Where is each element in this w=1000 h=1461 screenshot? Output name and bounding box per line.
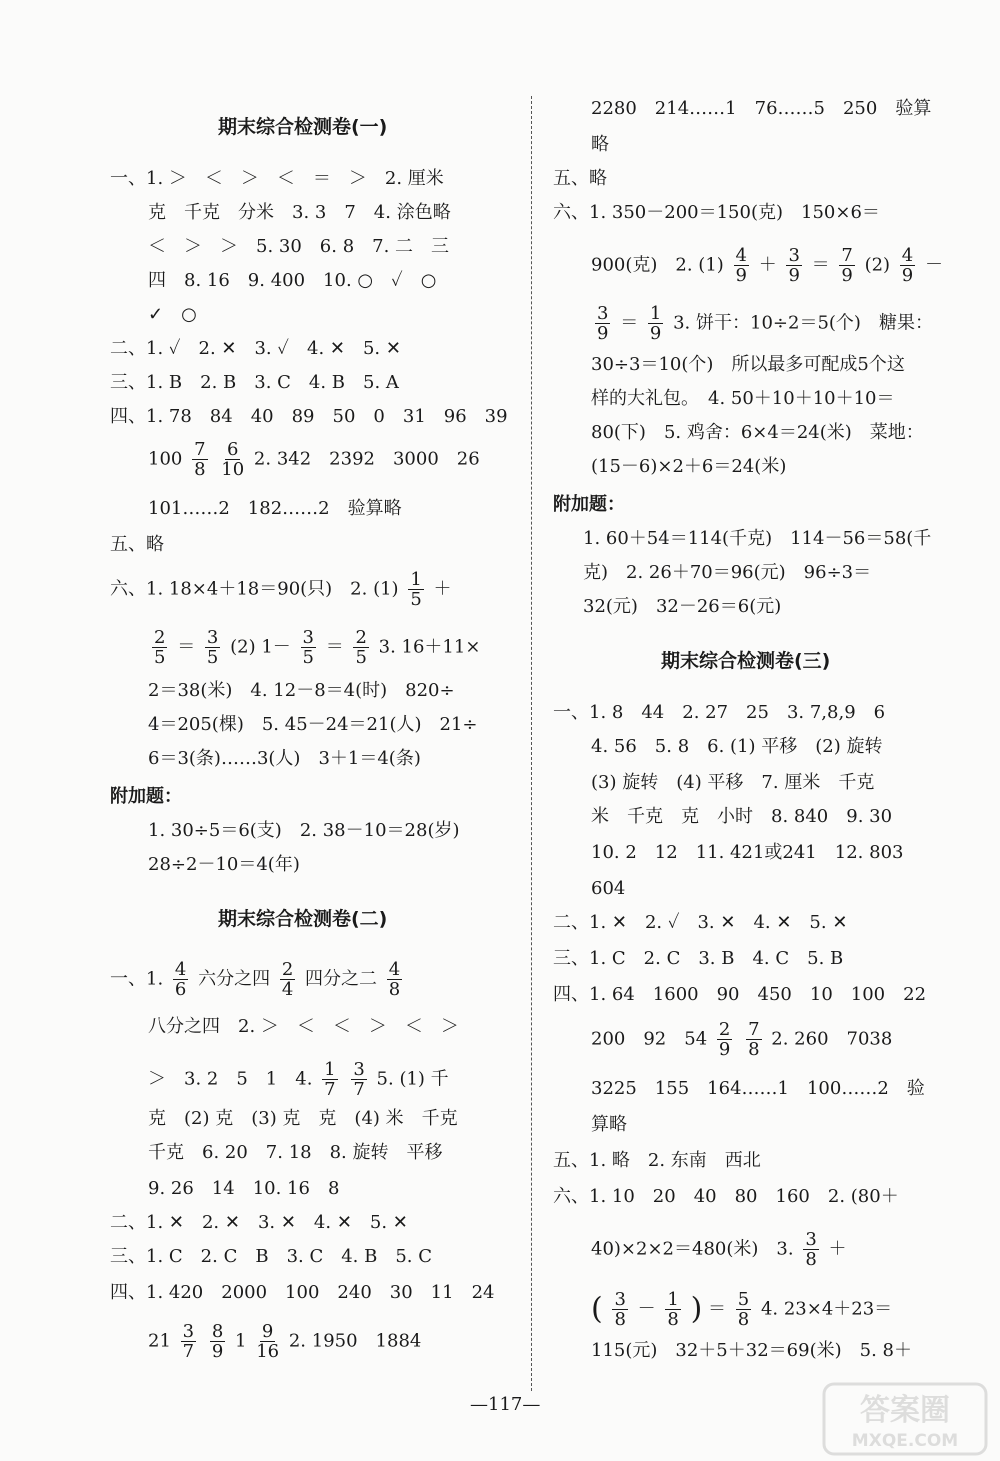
denominator: 10 (221, 459, 245, 480)
t3-s1-line-6: 604 (591, 878, 626, 899)
s6-line-4: 4＝205(棵) 5. 45－24＝21(人) 21÷ (148, 714, 478, 735)
extra-line-1: 1. 30÷5＝6(支) 2. 38－10＝28(岁) (148, 820, 460, 841)
s6-line-3 (591, 304, 933, 343)
s6-line-2 (148, 628, 480, 667)
numerator: 1 (667, 1289, 679, 1310)
t3-s6-line-3 (591, 1290, 892, 1329)
t3-s5-line: 五、1. 略 2. 东南 西北 (553, 1150, 761, 1171)
fraction (181, 1322, 196, 1361)
fraction (301, 628, 316, 667)
s4-line-3: 101……2 182……2 验算略 (148, 498, 402, 519)
denominator: 7 (324, 1079, 336, 1100)
fraction (205, 628, 220, 667)
fraction (736, 1290, 751, 1329)
text: 2. 260 7038 (771, 1028, 893, 1050)
text: ＝ (811, 254, 830, 276)
text: (2) 1－ (230, 636, 291, 658)
extra-line-3: 32(元) 32－26＝6(元) (583, 596, 782, 617)
s6-line-2 (591, 246, 943, 285)
extra-line-2: 28÷2－10＝4(年) (148, 854, 300, 875)
t3-s6-line-4: 115(元) 32＋5＋32＝69(米) 5. 8＋ (591, 1340, 912, 1361)
s6-line-3: 2＝38(米) 4. 12－8＝4(时) 820÷ (148, 680, 455, 701)
numerator: 2 (718, 1019, 731, 1040)
numerator: 3 (353, 1059, 365, 1080)
numerator: 4 (174, 959, 187, 980)
page-number: —117— (470, 1394, 541, 1415)
column-divider (531, 96, 533, 1391)
denominator: 9 (841, 265, 853, 286)
denominator: 8 (667, 1309, 679, 1330)
s3-line: 三、1. B 2. B 3. C 4. B 5. A (110, 372, 399, 393)
t2-s2-line: 二、1. ✕ 2. ✕ 3. ✕ 4. ✕ 5. ✕ (110, 1212, 408, 1233)
numerator: 2 (154, 627, 166, 648)
t2-s3-line: 三、1. C 2. C B 3. C 4. B 5. C (110, 1246, 433, 1267)
s6-line-1: 六、1. 350－200＝150(克) 150×6＝ (553, 202, 880, 223)
text: 一、1. (110, 968, 164, 990)
fraction (408, 570, 423, 609)
numerator: 1 (410, 569, 422, 590)
text: － (924, 254, 943, 276)
denominator: 9 (718, 1039, 731, 1060)
denominator: 9 (901, 265, 914, 286)
fraction (256, 1322, 279, 1361)
denominator: 8 (614, 1309, 626, 1330)
text: 六分之四 (198, 968, 271, 990)
left-paren: ( (591, 1291, 603, 1327)
fraction (746, 1020, 761, 1059)
numerator: 7 (194, 439, 206, 460)
text: 1 (235, 1330, 247, 1352)
fraction (192, 440, 207, 479)
text: ＝ (325, 636, 344, 658)
t3-s3-line: 三、1. C 2. C 3. B 4. C 5. B (553, 948, 844, 969)
text: 5. (1) 千 (376, 1068, 449, 1090)
text: － (637, 1298, 656, 1320)
numerator: 6 (227, 439, 239, 460)
text: 200 92 54 (591, 1028, 708, 1050)
denominator: 5 (154, 647, 166, 668)
denominator: 9 (735, 265, 747, 286)
fraction (353, 628, 368, 667)
text: 21 (148, 1330, 171, 1352)
text: (2) (864, 254, 891, 276)
text: 100 (148, 448, 183, 470)
right-paren: ) (690, 1291, 703, 1327)
s4-line-1: 四、1. 78 84 40 89 50 0 31 96 39 (110, 406, 508, 427)
numerator: 3 (614, 1289, 626, 1310)
text: 3. 饼干：10÷2＝5(个) 糖果： (673, 312, 933, 334)
denominator: 9 (597, 323, 609, 344)
text: 40)×2×2＝480(米) 3. (591, 1238, 794, 1260)
text: 4. 23×4＋23＝ (760, 1298, 893, 1320)
denominator: 7 (353, 1079, 365, 1100)
s4-line-2 (148, 440, 480, 479)
numerator: 1 (649, 303, 662, 324)
extra-line-2: 克) 2. 26＋70＝96(元) 96÷3＝ (583, 562, 872, 583)
numerator: 7 (748, 1019, 760, 1040)
fraction (595, 304, 610, 343)
extra-label: 附加题： (553, 494, 625, 515)
fraction (612, 1290, 627, 1329)
numerator: 3 (302, 627, 314, 648)
denominator: 16 (256, 1341, 280, 1362)
t3-s1-line-2: 4. 56 5. 8 6. (1) 平移 (2) 旋转 (591, 736, 883, 757)
fraction (717, 1020, 732, 1059)
s5-line: 五、略 (110, 534, 164, 555)
numerator: 4 (735, 245, 747, 266)
t3-s2-line: 二、1. ✕ 2. ✓ 3. ✕ 4. ✕ 5. ✕ (553, 912, 848, 933)
numerator: 4 (388, 959, 401, 980)
numerator: 5 (737, 1289, 750, 1310)
fraction (173, 960, 188, 999)
s2-line: 二、1. ✓ 2. ✕ 3. ✓ 4. ✕ 5. ✕ (110, 338, 401, 359)
denominator: 8 (388, 979, 401, 1000)
numerator: 8 (211, 1321, 224, 1342)
denominator: 5 (355, 647, 367, 668)
numerator: 2 (355, 627, 367, 648)
s6-line-5: 6＝3(条)……3(人) 3＋1＝4(条) (148, 748, 421, 769)
text: ＝ (620, 312, 639, 334)
denominator: 5 (302, 647, 314, 668)
denominator: 8 (805, 1249, 817, 1270)
svg-text:答案圈: 答案圈 (860, 1393, 950, 1428)
text: ＞ 3. 2 5 1 4. (148, 1068, 313, 1090)
fraction (210, 1322, 225, 1361)
exam-title-1: 期末综合检测卷(一) (218, 116, 388, 138)
numerator: 1 (324, 1059, 336, 1080)
t3-s6-line-2 (591, 1230, 847, 1269)
numerator: 4 (901, 245, 914, 266)
t2-s1-line-1 (110, 960, 406, 999)
t3-s4-line-2 (591, 1020, 892, 1059)
t2-s4-line-2 (148, 1322, 421, 1361)
numerator: 3 (805, 1229, 817, 1250)
text: ＋ (828, 1238, 847, 1260)
fraction (648, 304, 663, 343)
numerator: 3 (597, 303, 609, 324)
numerator: 7 (841, 245, 853, 266)
s6-line-6: 80(下) 5. 鸡舍：6×4＝24(米) 菜地： (591, 422, 924, 443)
numerator: 2 (281, 959, 294, 980)
s6-line-7: (15－6)×2＋6＝24(米) (591, 456, 787, 477)
text: ＋ (433, 578, 452, 600)
extra-label: 附加题： (110, 786, 182, 807)
exam-title-3: 期末综合检测卷(三) (661, 650, 831, 672)
fraction (734, 246, 749, 285)
denominator: 8 (748, 1039, 760, 1060)
fraction (665, 1290, 680, 1329)
t3-s1-line-5: 10. 2 12 11. 421或241 12. 803 (591, 842, 904, 863)
fraction (322, 1060, 337, 1099)
denominator: 9 (211, 1341, 224, 1362)
t3-s4-line-4: 算略 (591, 1114, 627, 1135)
t2-cont-line-1: 2280 214……1 76……5 250 验算 (591, 98, 932, 119)
t2-s1-line-6: 9. 26 14 10. 16 8 (148, 1178, 340, 1199)
t3-s1-line-4: 米 千克 克 小时 8. 840 9. 30 (591, 806, 893, 827)
fraction (839, 246, 854, 285)
text: 900(克) 2. (1) (591, 254, 724, 276)
denominator: 8 (194, 459, 206, 480)
fraction (280, 960, 295, 999)
numerator: 9 (261, 1321, 274, 1342)
t2-s1-line-3 (148, 1060, 449, 1099)
text: 2. 342 2392 3000 26 (253, 448, 480, 470)
t3-s4-line-1: 四、1. 64 1600 90 450 10 100 22 (553, 984, 927, 1005)
text: ＝ (177, 636, 196, 658)
extra-line-1: 1. 60＋54＝114(千克) 114－56＝58(千 (583, 528, 932, 549)
s6-line-5: 样的大礼包。 4. 50＋10＋10＋10＝ (591, 388, 895, 409)
s5-line: 五、略 (553, 168, 607, 189)
text: 2. 1950 1884 (288, 1330, 422, 1352)
t3-s4-line-3: 3225 155 164……1 100……2 验 (591, 1078, 925, 1099)
s6-line-1 (110, 570, 452, 609)
numerator: 3 (788, 245, 800, 266)
denominator: 9 (649, 323, 662, 344)
watermark-logo (820, 1380, 990, 1458)
t2-cont-line-2: 略 (591, 134, 609, 155)
text: ＋ (758, 254, 777, 276)
numerator: 3 (206, 627, 219, 648)
text: ＝ (708, 1298, 727, 1320)
s1-line-2: 克 千克 分米 3. 3 7 4. 涂色略 (148, 202, 451, 223)
fraction (387, 960, 402, 999)
t3-s6-line-1: 六、1. 10 20 40 80 160 2. (80＋ (553, 1186, 899, 1207)
s1-line-3: ＜ ＞ ＞ 5. 30 6. 8 7. 二 三 (148, 236, 450, 257)
t2-s1-line-2: 八分之四 2. ＞ ＜ ＜ ＞ ＜ ＞ (148, 1016, 459, 1037)
denominator: 5 (206, 647, 219, 668)
denominator: 7 (182, 1341, 195, 1362)
t3-s1-line-3: (3) 旋转 (4) 平移 7. 厘米 千克 (591, 772, 875, 793)
fraction (221, 440, 244, 479)
fraction (152, 628, 167, 667)
denominator: 8 (737, 1309, 750, 1330)
numerator: 3 (182, 1321, 195, 1342)
s1-line-1: 一、1. ＞ ＜ ＞ ＜ ＝ ＞ 2. 厘米 (110, 168, 444, 189)
t2-s1-line-5: 千克 6. 20 7. 18 8. 旋转 平移 (148, 1142, 443, 1163)
s1-line-4: 四 8. 16 9. 400 10. ○ ✓ ○ (148, 270, 437, 291)
denominator: 6 (174, 979, 187, 1000)
fraction (803, 1230, 818, 1269)
s1-line-5: ✓ ○ (148, 304, 197, 325)
denominator: 9 (788, 265, 800, 286)
fraction (786, 246, 801, 285)
s6-line-4: 30÷3＝10(个) 所以最多可配成5个这 (591, 354, 905, 375)
t3-s1-line-1: 一、1. 8 44 2. 27 25 3. 7,8,9 6 (553, 702, 886, 723)
text: 六、1. 18×4＋18＝90(只) 2. (1) (110, 578, 399, 600)
t2-s1-line-4: 克 (2) 克 (3) 克 克 (4) 米 千克 (148, 1108, 458, 1129)
fraction (351, 1060, 366, 1099)
svg-text:MXQE.COM: MXQE.COM (851, 1431, 959, 1451)
denominator: 4 (281, 979, 294, 1000)
denominator: 5 (410, 589, 422, 610)
t2-s4-line-1: 四、1. 420 2000 100 240 30 11 24 (110, 1282, 495, 1303)
text: 3. 16＋11× (378, 636, 481, 658)
text: 四分之二 (305, 968, 378, 990)
fraction (900, 246, 915, 285)
exam-title-2: 期末综合检测卷(二) (218, 908, 388, 930)
